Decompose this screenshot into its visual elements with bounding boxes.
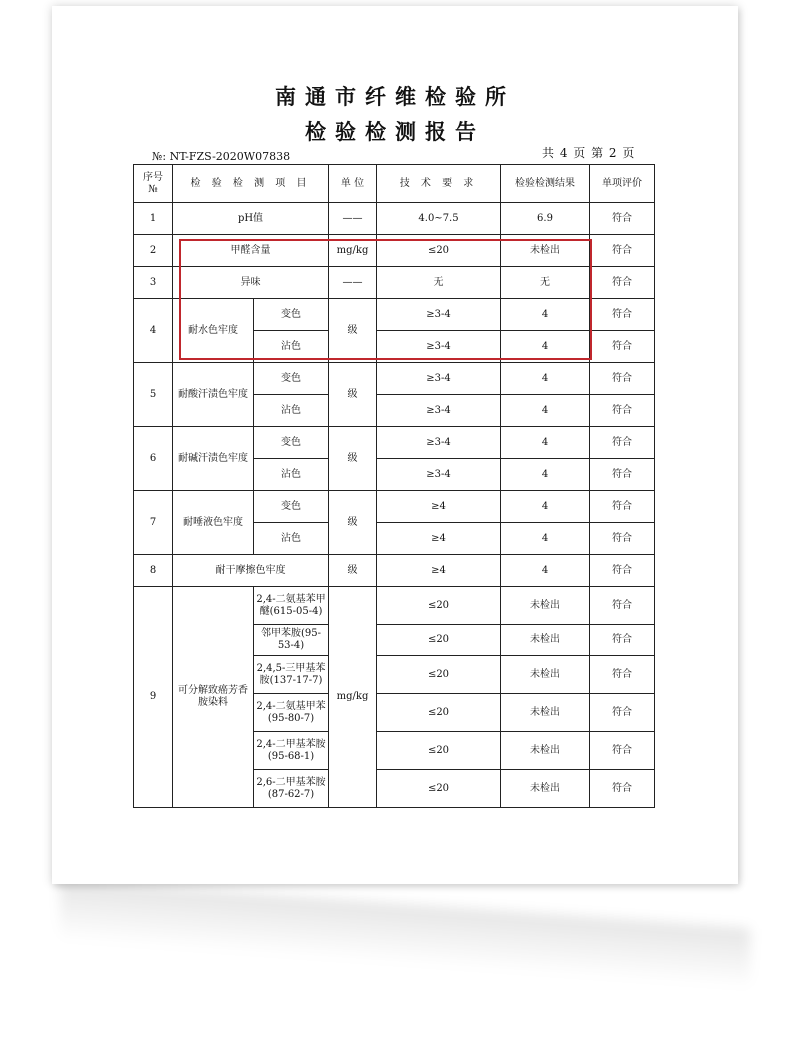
table-row: [134, 203, 655, 235]
sub-item-name: 2,6-二甲基苯胺(87-62-7): [254, 770, 329, 808]
page-shadow: [60, 880, 750, 988]
evaluation-cell: 符合: [590, 770, 655, 808]
sub-item-name: 2,4-二氨基苯甲醚(615-05-4): [254, 587, 329, 625]
row-no: 9: [134, 587, 173, 808]
row-no: 3: [134, 267, 173, 299]
result-cell: 4: [501, 427, 590, 459]
unit-cell: 级: [329, 555, 377, 587]
requirement-cell: ≥4: [377, 555, 501, 587]
org-title: 南通市纤维检验所: [275, 84, 515, 109]
col-item-header: 检 验 检 测 项 目: [173, 165, 329, 203]
requirement-cell: ≥3-4: [377, 363, 501, 395]
table-row: [134, 587, 655, 625]
col-unit-header: 单 位: [329, 165, 377, 203]
evaluation-cell: 符合: [590, 555, 655, 587]
evaluation-cell: 符合: [590, 331, 655, 363]
evaluation-cell: 符合: [590, 459, 655, 491]
unit-cell: 级: [329, 363, 377, 427]
evaluation-cell: 符合: [590, 523, 655, 555]
document-title: 检验检测报告: [305, 119, 485, 144]
report-number: №: NT-FZS-2020W07838: [152, 150, 291, 163]
requirement-cell: ≥3-4: [377, 299, 501, 331]
unit-cell: ——: [329, 267, 377, 299]
requirement-cell: ≤20: [377, 625, 501, 656]
item-name: 异味: [173, 267, 329, 299]
row-no: 7: [134, 491, 173, 555]
evaluation-cell: 符合: [590, 203, 655, 235]
requirement-cell: ≥3-4: [377, 395, 501, 427]
table-row: [134, 427, 655, 459]
item-name: 耐干摩擦色牢度: [173, 555, 329, 587]
table-row: [134, 299, 655, 331]
row-no: 4: [134, 299, 173, 363]
table-row: [134, 363, 655, 395]
requirement-cell: ≥3-4: [377, 459, 501, 491]
requirement-cell: ≤20: [377, 587, 501, 625]
result-cell: 未检出: [501, 694, 590, 732]
row-no: 5: [134, 363, 173, 427]
table-row: [134, 555, 655, 587]
result-cell: 4: [501, 523, 590, 555]
row-no: 8: [134, 555, 173, 587]
requirement-cell: ≥4: [377, 491, 501, 523]
sub-item-name: 变色: [254, 491, 329, 523]
item-name: 可分解致癌芳香胺染料: [173, 587, 254, 808]
requirement-cell: ≤20: [377, 656, 501, 694]
sub-item-name: 2,4,5-三甲基苯胺(137-17-7): [254, 656, 329, 694]
requirement-cell: ≤20: [377, 694, 501, 732]
evaluation-cell: 符合: [590, 656, 655, 694]
result-cell: 4: [501, 363, 590, 395]
table-row: [134, 267, 655, 299]
row-no: 6: [134, 427, 173, 491]
evaluation-cell: 符合: [590, 427, 655, 459]
requirement-cell: 无: [377, 267, 501, 299]
item-name: 耐水色牢度: [173, 299, 254, 363]
result-cell: 未检出: [501, 625, 590, 656]
unit-cell: ——: [329, 203, 377, 235]
evaluation-cell: 符合: [590, 732, 655, 770]
requirement-cell: ≥4: [377, 523, 501, 555]
evaluation-cell: 符合: [590, 587, 655, 625]
col-result-header: 检验检测结果: [501, 165, 590, 203]
result-cell: 4: [501, 459, 590, 491]
sub-item-name: 变色: [254, 427, 329, 459]
unit-cell: mg/kg: [329, 587, 377, 808]
sub-item-name: 沾色: [254, 459, 329, 491]
requirement-cell: ≤20: [377, 732, 501, 770]
item-name: 甲醛含量: [173, 235, 329, 267]
requirement-cell: ≥3-4: [377, 427, 501, 459]
result-cell: 4: [501, 299, 590, 331]
result-cell: 6.9: [501, 203, 590, 235]
row-no: 1: [134, 203, 173, 235]
sub-item-name: 变色: [254, 299, 329, 331]
result-cell: 未检出: [501, 235, 590, 267]
table-row: [134, 491, 655, 523]
unit-cell: 级: [329, 427, 377, 491]
col-no-header: 序号 №: [134, 165, 173, 203]
col-requirement-header: 技 术 要 求: [377, 165, 501, 203]
sub-item-name: 沾色: [254, 395, 329, 427]
requirement-cell: ≤20: [377, 235, 501, 267]
evaluation-cell: 符合: [590, 395, 655, 427]
result-cell: 无: [501, 267, 590, 299]
item-name: 耐碱汗渍色牢度: [173, 427, 254, 491]
sub-item-name: 沾色: [254, 523, 329, 555]
page-counter: 共 4 页 第 2 页: [542, 146, 636, 160]
requirement-cell: ≤20: [377, 770, 501, 808]
result-cell: 4: [501, 491, 590, 523]
evaluation-cell: 符合: [590, 491, 655, 523]
result-cell: 未检出: [501, 587, 590, 625]
evaluation-cell: 符合: [590, 299, 655, 331]
unit-cell: 级: [329, 299, 377, 363]
table-row: [134, 235, 655, 267]
result-cell: 4: [501, 395, 590, 427]
sub-item-name: 2,4-二氨基甲苯(95-80-7): [254, 694, 329, 732]
item-name: pH值: [173, 203, 329, 235]
col-evaluation-header: 单项评价: [590, 165, 655, 203]
requirement-cell: 4.0~7.5: [377, 203, 501, 235]
sub-item-name: 沾色: [254, 331, 329, 363]
result-cell: 未检出: [501, 732, 590, 770]
sub-item-name: 2,4-二甲基苯胺(95-68-1): [254, 732, 329, 770]
evaluation-cell: 符合: [590, 694, 655, 732]
evaluation-cell: 符合: [590, 363, 655, 395]
result-cell: 4: [501, 331, 590, 363]
evaluation-cell: 符合: [590, 625, 655, 656]
result-cell: 4: [501, 555, 590, 587]
result-cell: 未检出: [501, 770, 590, 808]
row-no: 2: [134, 235, 173, 267]
sub-item-name: 邻甲苯胺(95-53-4): [254, 625, 329, 656]
sub-item-name: 变色: [254, 363, 329, 395]
result-cell: 未检出: [501, 656, 590, 694]
item-name: 耐唾液色牢度: [173, 491, 254, 555]
evaluation-cell: 符合: [590, 267, 655, 299]
evaluation-cell: 符合: [590, 235, 655, 267]
unit-cell: mg/kg: [329, 235, 377, 267]
item-name: 耐酸汗渍色牢度: [173, 363, 254, 427]
unit-cell: 级: [329, 491, 377, 555]
header-row: [134, 165, 655, 203]
inspection-table: [133, 164, 655, 808]
requirement-cell: ≥3-4: [377, 331, 501, 363]
